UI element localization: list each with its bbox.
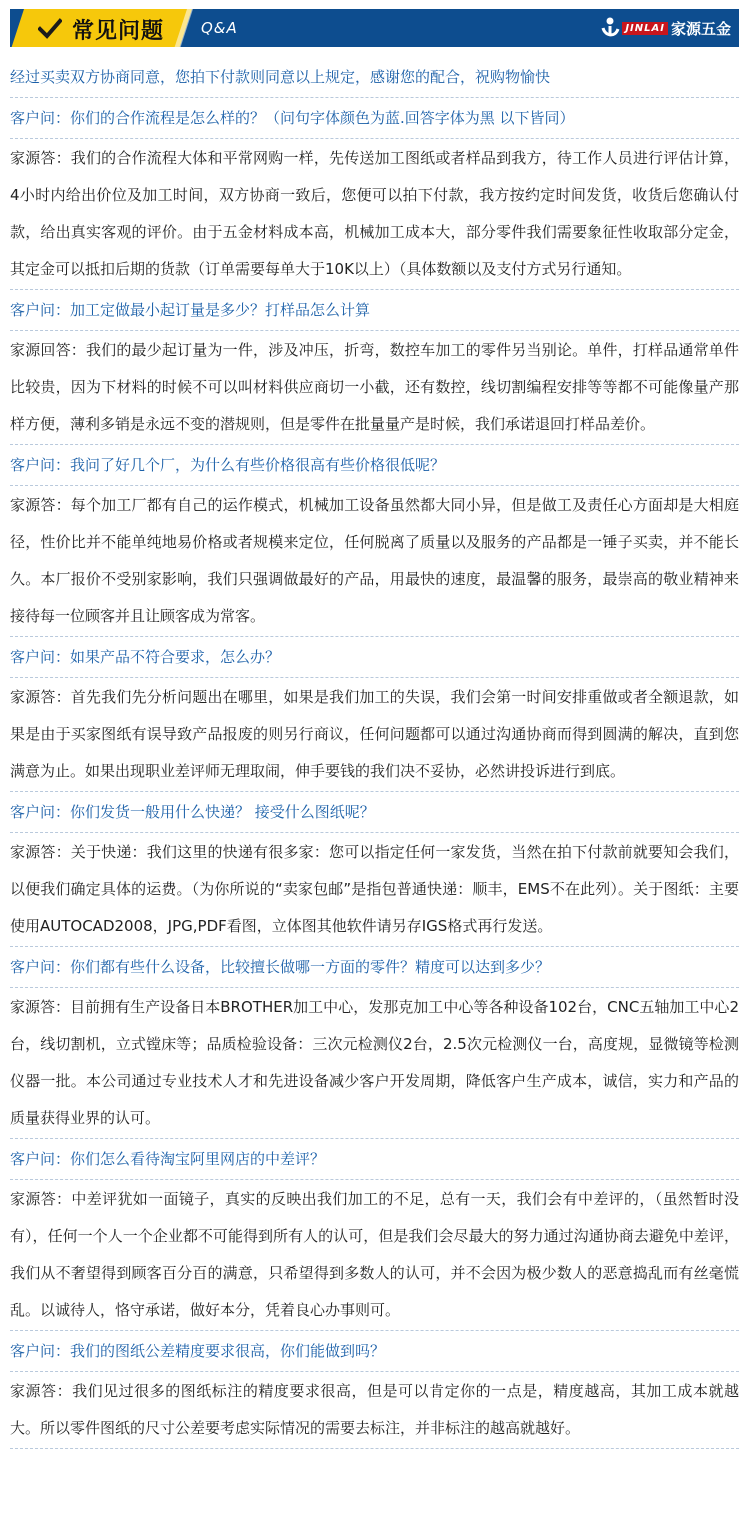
faq-answer-6: 家源答：目前拥有生产设备日本BROTHER加工中心，发那克加工中心等各种设备102台，CNC五轴加工中心2台，线切割机，立式镗床等；品质检验设备：三次元检测仪2台，2.5次元检测仪一台，高度规，显微镜等检测仪器一批。本公司通过专业技术人才和先进设备减少客户开发周期，降低客户生产成本，诚信，实力和产品的质量获得业界的认可。 (10, 988, 739, 1139)
faq-question-6: 客户问：你们都有些什么设备，比较擅长做哪一方面的零件？精度可以达到多少？ (10, 947, 739, 988)
brand-logo (599, 15, 731, 41)
header-banner (10, 9, 739, 47)
faq-question-8: 客户问：我们的图纸公差精度要求很高，你们能做到吗？ (10, 1331, 739, 1372)
faq-answer-4: 家源答：首先我们先分析问题出在哪里，如果是我们加工的失误，我们会第一时间安排重做或者全额退款，如果是由于买家图纸有误导致产品报废的则另行商议，任何问题都可以通过沟通协商而得到圆满的解决，直到您满意为止。如果出现职业差评师无理取闹，伸手要钱的我们决不妥协，必然讲投诉进行到底。 (10, 678, 739, 792)
faq-answer-8: 家源答：我们见过很多的图纸标注的精度要求很高，但是可以肯定你的一点是，精度越高，其加工成本就越大。所以零件图纸的尺寸公差要考虑实际情况的需要去标注，并非标注的越高就越好。 (10, 1372, 739, 1449)
brand-name-en: JINLAI (622, 22, 668, 35)
brand-mark-icon (599, 16, 621, 40)
faq-answer-3: 家源答：每个加工厂都有自己的运作模式，机械加工设备虽然都大同小异，但是做工及责任心方面却是大相庭径，性价比并不能单纯地易价格或者规模来定位，任何脱离了质量以及服务的产品都是一锤子买卖，并不能长久。本厂报价不受别家影响，我们只强调做最好的产品，用最快的速度，最温馨的服务，最崇高的敬业精神来接待每一位顾客并且让顾客成为常客。 (10, 486, 739, 637)
faq-question-2: 客户问：加工定做最小起订量是多少？打样品怎么计算 (10, 290, 739, 331)
faq-question-1: 客户问：你们的合作流程是怎么样的？（问句字体颜色为蓝.回答字体为黑 以下皆同） (10, 98, 739, 139)
faq-answer-5: 家源答：关于快递：我们这里的快递有很多家：您可以指定任何一家发货，当然在拍下付款前就要知会我们，以便我们确定具体的运费。（为你所说的“卖家包邮”是指包普通快递：顺丰，EMS不在此列）。关于图纸：主要使用AUTOCAD2008，JPG,PDF看图，立体图其他软件请另存IGS格式再行发送。 (10, 833, 739, 947)
page-subtitle: Q&A (201, 19, 238, 37)
faq-answer-7: 家源答：中差评犹如一面镜子，真实的反映出我们加工的不足，总有一天，我们会有中差评的，（虽然暂时没有），任何一个人一个企业都不可能得到所有人的认可，但是我们会尽最大的努力通过沟通协商去避免中差评，我们从不奢望得到顾客百分百的满意，只希望得到多数人的认可，并不会因为极少数人的恶意捣乱而有丝毫慌乱。以诚待人，恪守承诺，做好本分，凭着良心办事则可。 (10, 1180, 739, 1331)
checkmark-icon (38, 18, 62, 40)
faq-question-7: 客户问：你们怎么看待淘宝阿里网店的中差评？ (10, 1139, 739, 1180)
intro-text: 经过买卖双方协商同意，您拍下付款则同意以上规定，感谢您的配合，祝购物愉快 (10, 57, 739, 98)
page-title: 常见问题 (72, 19, 165, 44)
faq-question-4: 客户问：如果产品不符合要求，怎么办？ (10, 637, 739, 678)
faq-question-5: 客户问：你们发货一般用什么快递？ 接受什么图纸呢？ (10, 792, 739, 833)
faq-answer-2: 家源回答：我们的最少起订量为一件，涉及冲压，折弯，数控车加工的零件另当别论。单件，打样品通常单件比较贵，因为下材料的时候不可以叫材料供应商切一小截，还有数控，线切割编程安排等等都不可能像量产那样方便，薄利多销是永远不变的潜规则，但是零件在批量量产是时候，我们承诺退回打样品差价。 (10, 331, 739, 445)
faq-content (10, 57, 739, 1449)
faq-answer-1: 家源答：我们的合作流程大体和平常网购一样，先传送加工图纸或者样品到我方，待工作人员进行评估计算，4小时内给出价位及加工时间，双方协商一致后，您便可以拍下付款，我方按约定时间发货，收货后您确认付款，给出真实客观的评价。由于五金材料成本高，机械加工成本大，部分零件我们需要象征性收取部分定金，其定金可以抵扣后期的货款（订单需要每单大于10K以上）（具体数额以及支付方式另行通知。 (10, 139, 739, 290)
faq-question-3: 客户问：我问了好几个厂，为什么有些价格很高有些价格很低呢？ (10, 445, 739, 486)
brand-name-cn: 家源五金 (670, 19, 731, 38)
